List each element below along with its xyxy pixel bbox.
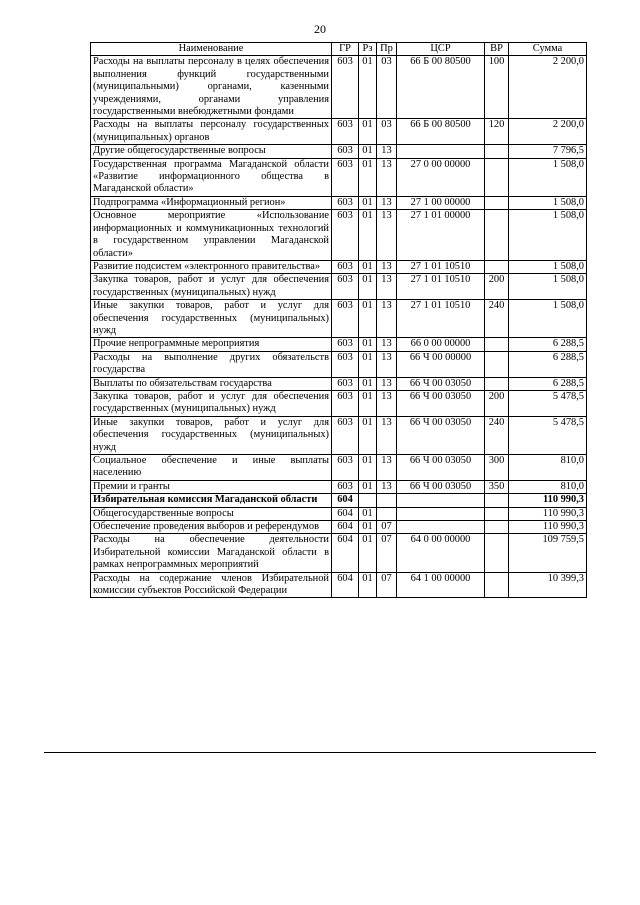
cell-sum: 810,0 [509,455,587,481]
cell-vr: 100 [485,56,509,119]
cell-name: Развитие подсистем «электронного правительства» [91,260,332,273]
cell-rz: 01 [359,260,377,273]
table-row [91,455,587,481]
cell-vr: 120 [485,119,509,145]
cell-pr: 03 [377,119,397,145]
table-row [91,210,587,261]
header-pr: Пр [377,43,397,56]
cell-vr [485,534,509,572]
cell-sum: 6 288,5 [509,338,587,351]
table-row [91,338,587,351]
budget-table [90,42,587,598]
cell-csr: 27 1 01 10510 [397,300,485,338]
cell-gr: 603 [332,260,359,273]
header-rz: Рз [359,43,377,56]
cell-rz: 01 [359,480,377,493]
cell-sum: 1 508,0 [509,158,587,196]
cell-rz: 01 [359,196,377,209]
cell-pr: 13 [377,338,397,351]
cell-csr: 66 Ч 00 03050 [397,480,485,493]
cell-sum: 110 990,3 [509,521,587,534]
cell-pr: 13 [377,260,397,273]
cell-vr [485,572,509,598]
header-vr: ВР [485,43,509,56]
cell-rz: 01 [359,455,377,481]
cell-gr: 603 [332,455,359,481]
header-gr: ГР [332,43,359,56]
cell-rz: 01 [359,300,377,338]
cell-csr: 66 Ч 00 03050 [397,377,485,390]
cell-vr [485,260,509,273]
cell-gr: 603 [332,351,359,377]
cell-pr: 13 [377,351,397,377]
cell-gr: 603 [332,300,359,338]
table-row [91,260,587,273]
cell-pr: 13 [377,274,397,300]
cell-pr: 07 [377,521,397,534]
cell-pr: 13 [377,416,397,454]
table-row [91,480,587,493]
footer-divider [44,752,596,753]
cell-csr: 66 Б 00 80500 [397,56,485,119]
cell-sum: 10 399,3 [509,572,587,598]
cell-vr [485,507,509,520]
cell-vr [485,521,509,534]
cell-vr [485,210,509,261]
cell-name: Прочие непрограммные мероприятия [91,338,332,351]
cell-pr [377,507,397,520]
cell-sum: 110 990,3 [509,507,587,520]
cell-csr: 27 1 01 00000 [397,210,485,261]
cell-rz: 01 [359,572,377,598]
cell-sum: 109 759,5 [509,534,587,572]
cell-pr: 13 [377,196,397,209]
cell-gr: 604 [332,534,359,572]
cell-rz: 01 [359,158,377,196]
cell-gr: 603 [332,158,359,196]
header-name: Наименование [91,43,332,56]
cell-csr: 64 0 00 00000 [397,534,485,572]
table-row [91,507,587,520]
cell-vr [485,494,509,507]
table-row [91,300,587,338]
cell-csr [397,494,485,507]
cell-rz: 01 [359,521,377,534]
header-csr: ЦСР [397,43,485,56]
cell-gr: 603 [332,196,359,209]
cell-csr: 66 Ч 00 03050 [397,455,485,481]
cell-sum: 7 796,5 [509,145,587,158]
cell-pr: 07 [377,572,397,598]
cell-vr: 300 [485,455,509,481]
cell-name: Избирательная комиссия Магаданской области [91,494,332,507]
cell-sum: 1 508,0 [509,300,587,338]
table-row [91,416,587,454]
cell-csr [397,507,485,520]
table-row [91,158,587,196]
cell-csr [397,145,485,158]
cell-rz: 01 [359,507,377,520]
cell-sum: 1 508,0 [509,260,587,273]
cell-pr: 07 [377,534,397,572]
cell-csr: 66 Ч 00 00000 [397,351,485,377]
cell-csr: 27 0 00 00000 [397,158,485,196]
cell-pr: 13 [377,455,397,481]
table-row [91,196,587,209]
cell-rz: 01 [359,377,377,390]
cell-pr: 13 [377,158,397,196]
cell-vr [485,338,509,351]
cell-name: Расходы на выплаты персоналу государственных (муниципальных) органов [91,119,332,145]
cell-sum: 2 200,0 [509,56,587,119]
cell-gr: 603 [332,210,359,261]
cell-name: Расходы на выплаты персоналу в целях обеспечения выполнения функций государственными (муниципальными) органами, казенными учреждениями, органами управления государственными внебюджетными фондами [91,56,332,119]
cell-gr: 603 [332,390,359,416]
table-header-row [91,43,587,56]
cell-vr [485,351,509,377]
table-row [91,274,587,300]
cell-name: Подпрограмма «Информационный регион» [91,196,332,209]
table-row [91,145,587,158]
cell-csr: 66 Б 00 80500 [397,119,485,145]
cell-vr [485,377,509,390]
cell-pr: 13 [377,210,397,261]
cell-gr: 604 [332,572,359,598]
cell-sum: 2 200,0 [509,119,587,145]
cell-sum: 110 990,3 [509,494,587,507]
cell-rz: 01 [359,416,377,454]
cell-sum: 1 508,0 [509,196,587,209]
cell-csr: 66 Ч 00 03050 [397,390,485,416]
table-body [91,56,587,598]
cell-name: Расходы на содержание членов Избирательной комиссии субъектов Российской Федерации [91,572,332,598]
cell-gr: 604 [332,507,359,520]
cell-sum: 5 478,5 [509,416,587,454]
table-row [91,572,587,598]
cell-name: Общегосударственные вопросы [91,507,332,520]
cell-name: Закупка товаров, работ и услуг для обеспечения государственных (муниципальных) нужд [91,390,332,416]
table-row [91,494,587,507]
table-row [91,534,587,572]
cell-vr: 200 [485,390,509,416]
cell-vr: 240 [485,300,509,338]
table-row [91,521,587,534]
cell-sum: 5 478,5 [509,390,587,416]
cell-sum: 1 508,0 [509,274,587,300]
cell-vr: 350 [485,480,509,493]
cell-vr [485,145,509,158]
cell-csr: 27 1 01 10510 [397,274,485,300]
cell-gr: 604 [332,521,359,534]
page-number: 20 [314,22,326,36]
cell-name: Социальное обеспечение и иные выплаты населению [91,455,332,481]
cell-gr: 603 [332,416,359,454]
cell-pr: 13 [377,480,397,493]
cell-gr: 603 [332,480,359,493]
cell-rz: 01 [359,351,377,377]
cell-sum: 810,0 [509,480,587,493]
cell-csr: 66 0 00 00000 [397,338,485,351]
cell-sum: 6 288,5 [509,351,587,377]
cell-pr: 03 [377,56,397,119]
cell-name: Расходы на выполнение других обязательств государства [91,351,332,377]
cell-vr [485,158,509,196]
cell-rz: 01 [359,390,377,416]
cell-rz: 01 [359,210,377,261]
cell-gr: 603 [332,56,359,119]
cell-rz: 01 [359,119,377,145]
table-row [91,377,587,390]
cell-name: Другие общегосударственные вопросы [91,145,332,158]
cell-vr: 200 [485,274,509,300]
cell-vr [485,196,509,209]
cell-gr: 603 [332,274,359,300]
header-sum: Сумма [509,43,587,56]
cell-rz: 01 [359,56,377,119]
cell-name: Иные закупки товаров, работ и услуг для обеспечения государственных (муниципальных) нужд [91,300,332,338]
cell-gr: 603 [332,377,359,390]
cell-sum: 1 508,0 [509,210,587,261]
cell-rz: 01 [359,534,377,572]
cell-name: Обеспечение проведения выборов и референдумов [91,521,332,534]
cell-gr: 603 [332,338,359,351]
table-row [91,56,587,119]
cell-rz [359,494,377,507]
cell-rz: 01 [359,274,377,300]
cell-pr: 13 [377,145,397,158]
cell-pr: 13 [377,377,397,390]
cell-name: Премии и гранты [91,480,332,493]
cell-csr: 27 1 01 10510 [397,260,485,273]
cell-pr: 13 [377,390,397,416]
cell-csr: 64 1 00 00000 [397,572,485,598]
cell-pr: 13 [377,300,397,338]
table-row [91,390,587,416]
table-row [91,119,587,145]
cell-csr: 66 Ч 00 03050 [397,416,485,454]
cell-rz: 01 [359,145,377,158]
cell-vr: 240 [485,416,509,454]
table-row [91,351,587,377]
cell-rz: 01 [359,338,377,351]
cell-name: Основное мероприятие «Использование информационных и коммуникационных технологий в государственном управлении Магаданской области» [91,210,332,261]
cell-name: Иные закупки товаров, работ и услуг для обеспечения государственных (муниципальных) нужд [91,416,332,454]
cell-gr: 603 [332,119,359,145]
cell-name: Закупка товаров, работ и услуг для обеспечения государственных (муниципальных) нужд [91,274,332,300]
cell-csr: 27 1 00 00000 [397,196,485,209]
cell-name: Государственная программа Магаданской области «Развитие информационного общества в Магаданской области» [91,158,332,196]
cell-csr [397,521,485,534]
cell-gr: 603 [332,145,359,158]
cell-pr [377,494,397,507]
cell-gr: 604 [332,494,359,507]
cell-name: Расходы на обеспечение деятельности Избирательной комиссии Магаданской области в рамках непрограммных мероприятий [91,534,332,572]
cell-sum: 6 288,5 [509,377,587,390]
cell-name: Выплаты по обязательствам государства [91,377,332,390]
